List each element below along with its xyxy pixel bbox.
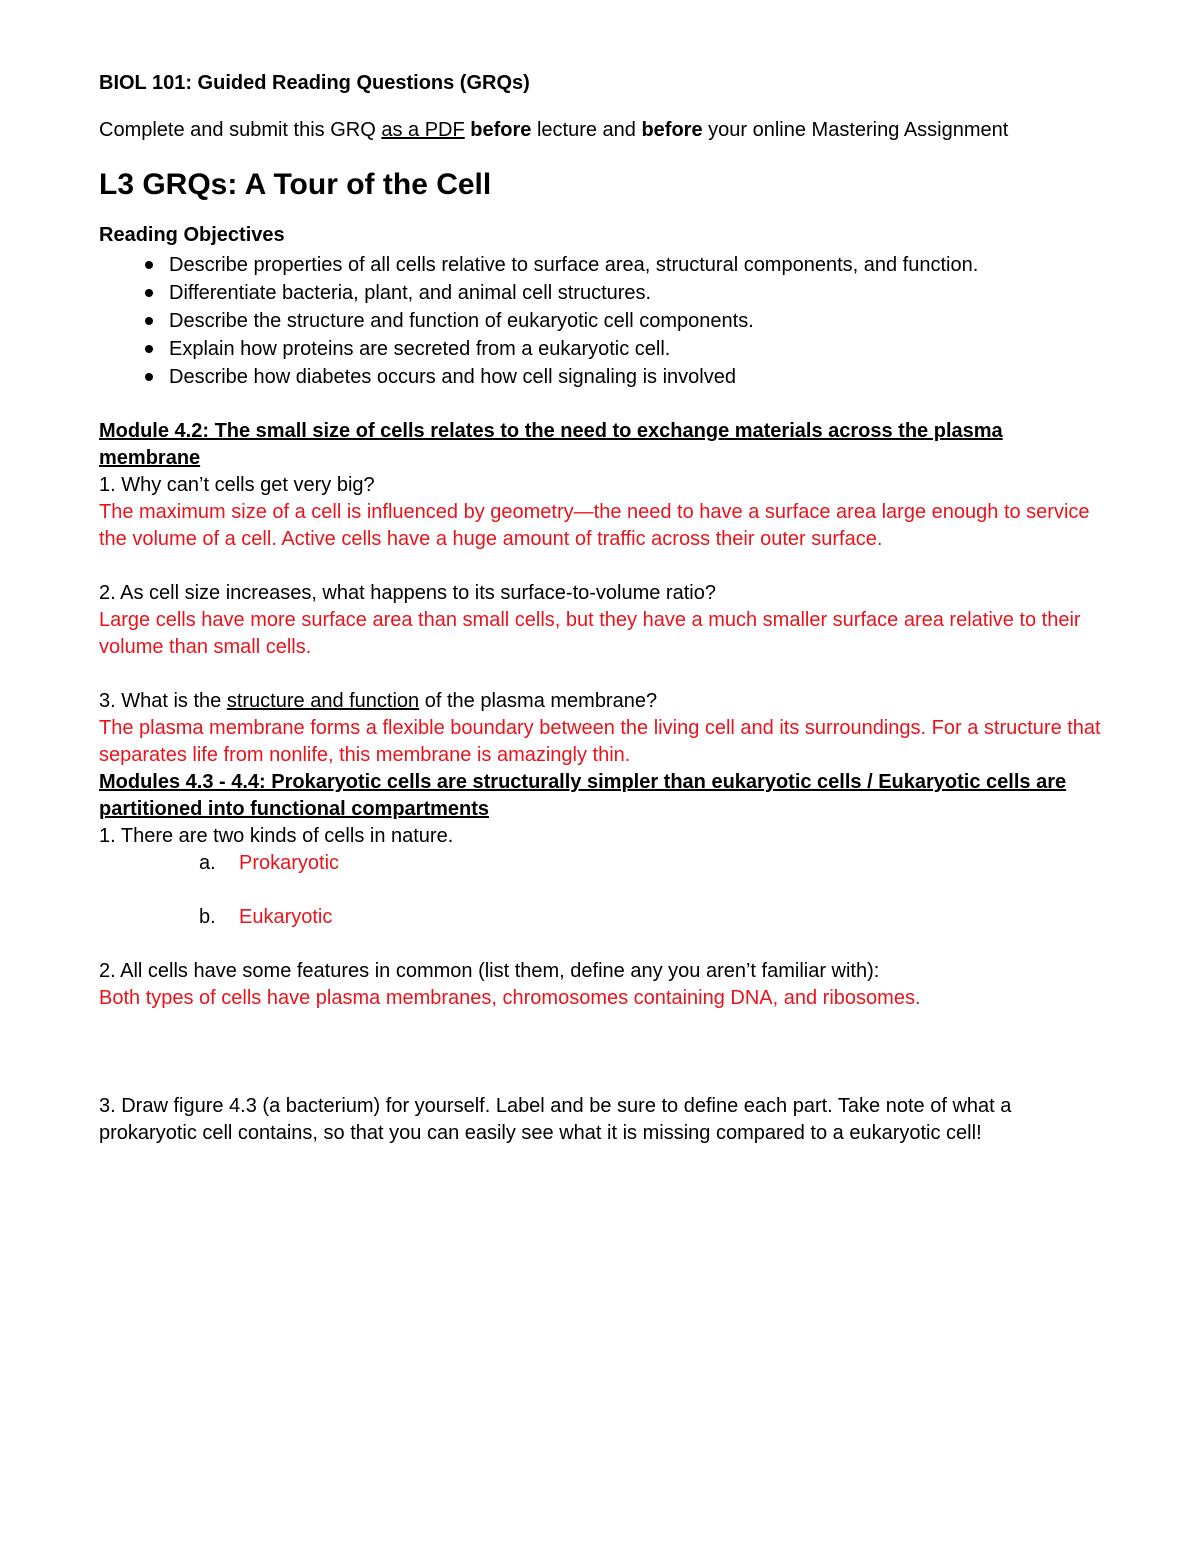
course-title: BIOL 101: Guided Reading Questions (GRQs) — [99, 72, 530, 94]
objective-item: Describe properties of all cells relative to surface area, structural components, and function. — [169, 251, 1109, 279]
spacer — [99, 1066, 1109, 1093]
question-text: 3. What is the — [99, 690, 227, 712]
options-list — [99, 850, 1109, 931]
document-page — [99, 70, 1109, 1147]
objectives-heading: Reading Objectives — [99, 224, 285, 246]
answer: Large cells have more surface area than small cells, but they have a much smaller surface area relative to their volume than small cells. — [99, 609, 1081, 658]
spacer — [99, 931, 1109, 958]
instructions-text: lecture and — [531, 119, 642, 141]
objective-item: Differentiate bacteria, plant, and animal cell structures. — [169, 279, 1109, 307]
spacer — [99, 661, 1109, 688]
objective-item: Describe how diabetes occurs and how cell signaling is involved — [169, 363, 1109, 391]
option-answer: Eukaryotic — [239, 906, 333, 928]
instructions-text: your online Mastering Assignment — [702, 119, 1009, 141]
question: 2. As cell size increases, what happens to its surface-to-volume ratio? — [99, 582, 716, 604]
question: 3. Draw figure 4.3 (a bacterium) for yourself. Label and be sure to define each part. Take note of what a prokaryotic cell contains, so that you can easily see what it is missing compared to a eukaryotic cell! — [99, 1095, 1012, 1144]
spacer — [99, 1039, 1109, 1066]
module-heading: Modules 4.3 - 4.4: Prokaryotic cells are structurally simpler than eukaryotic cells / Eukaryotic cells are partitioned into functional compartments — [99, 771, 1067, 820]
instructions-text: Complete and submit this GRQ — [99, 119, 382, 141]
option-item — [199, 904, 1109, 931]
objective-item: Explain how proteins are secreted from a eukaryotic cell. — [169, 335, 1109, 363]
question — [99, 688, 1109, 715]
instructions-before-bold: before — [470, 119, 532, 141]
answer: The maximum size of a cell is influenced by geometry—the need to have a surface area large enough to service the volume of a cell. Active cells have a huge amount of traffic across their outer surface. — [99, 501, 1090, 550]
question: 2. All cells have some features in common (list them, define any you aren’t familiar with): — [99, 960, 880, 982]
objective-item: Describe the structure and function of eukaryotic cell components. — [169, 307, 1109, 335]
option-item — [199, 850, 1109, 877]
spacer — [99, 553, 1109, 580]
option-answer: Prokaryotic — [239, 852, 340, 874]
question-text: of the plasma membrane? — [419, 690, 658, 712]
instructions-before-bold: before — [641, 119, 703, 141]
spacer — [199, 877, 1109, 904]
page-title: L3 GRQs: A Tour of the Cell — [99, 168, 492, 201]
objectives-list — [99, 251, 1109, 391]
option-letter: b. — [199, 906, 216, 928]
instructions-pdf-underlined: as a PDF — [381, 119, 465, 141]
question-underlined: structure and function — [226, 690, 420, 712]
answer: The plasma membrane forms a flexible boundary between the living cell and its surroundings. For a structure that separates life from nonlife, this membrane is amazingly thin. — [99, 717, 1101, 766]
spacer — [99, 1012, 1109, 1039]
option-letter: a. — [199, 852, 216, 874]
module-heading: Module 4.2: The small size of cells relates to the need to exchange materials across the plasma membrane — [99, 420, 1003, 469]
submission-instructions — [99, 117, 1109, 144]
question: 1. Why can’t cells get very big? — [99, 474, 375, 496]
question: 1. There are two kinds of cells in nature. — [99, 825, 454, 847]
answer: Both types of cells have plasma membranes, chromosomes containing DNA, and ribosomes. — [99, 987, 921, 1009]
